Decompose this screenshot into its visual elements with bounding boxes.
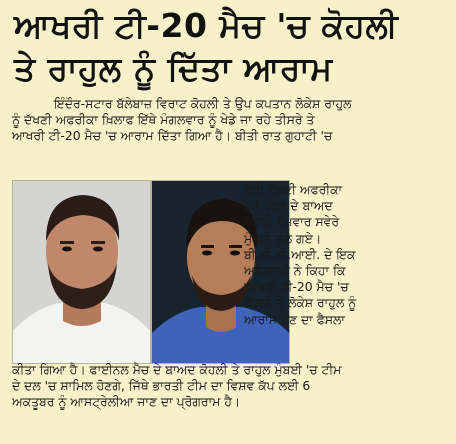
text-line: ਕੀਤਾ ਗਿਆ ਹੈ। ਫਾਈਨਲ ਮੈਚ ਦੇ ਬਾਅਦ ਕੋਹਲੀ ਤੇ ਰਾਹੁਲ ਮੁੰਬਈ 'ਚ ਟੀਮ: [12, 362, 342, 377]
text-line: ਕੋਹਲੀ ਤੇ ਲੋਕੇਸ਼ ਰਾਹੁਲ ਨੂੰ: [244, 295, 357, 311]
text-line: ਅਕਤੂਬਰ ਨੂੰ ਆਸਟ੍ਰੇਲੀਆ ਜਾਣ ਦਾ ਪ੍ਰੋਗਰਾਮ ਹੈ।: [12, 394, 241, 410]
paragraph-side: [244, 182, 356, 328]
text-line: ਬੀ.ਸੀ.ਸੀ.ਆਈ. ਦੇ ਇਕ: [244, 246, 356, 262]
portrait-illustration: [13, 181, 150, 363]
text-line: ਆਰਾਮ ਦੇਣ ਦਾ ਫੈਸਲਾ: [244, 311, 345, 327]
text-line: ਹੱਥੋਂ ਹੋਰਨ ਦੇ ਬਾਅਦ: [244, 198, 333, 214]
photo-virat-kohli: [12, 180, 151, 364]
text-line: ਆਖਰੀ ਟੀ-20 ਮੈਚ 'ਚ ਆਰਾਮ ਦਿੱਤਾ ਗਿਆ ਹੈ। ਬੀਤੀ ਰਾਤ ਗੁਹਾਟੀ 'ਚ: [12, 128, 333, 144]
text-line: ਮੁੰਬਈ ਚਲੇ ਗਏ।: [244, 230, 322, 246]
paragraph-closing: [12, 362, 341, 411]
text-line: ਇੰਦੌਰ-ਸਟਾਰ ਬੱਲੇਬਾਜ਼ ਵਿਰਾਟ ਕੋਹਲੀ ਤੇ ਉਪ ਕਪਤਾਨ ਲੋਕੇਸ਼ ਰਾਹੁਲ: [54, 96, 352, 111]
text-line: ਆਖਰੀ ਟੀ-20 ਮੈਚ 'ਚ: [244, 279, 349, 295]
headline-line-2: ਤੇ ਰਾਹੁਲ ਨੂੰ ਦਿੱਤਾ ਆਰਾਮ: [14, 49, 333, 88]
text-line: ਨੂੰ ਦੱਖਣੀ ਅਫਰੀਕਾ ਖ਼ਿਲਾਫ ਇੱਥੇ ਮੰਗਲਵਾਰ ਨੂੰ ਖੇਡੇ ਜਾ ਰਹੇ ਤੀਸਰੇ ਤੇ: [12, 112, 315, 128]
headline: [14, 4, 444, 90]
headline-line-1: ਆਖਰੀ ਟੀ-20 ਮੈਚ 'ਚ ਕੋਹਲੀ: [14, 6, 399, 45]
text-line: ਲੜੀ ਦੱਖਣੀ ਅਫਰੀਕਾ: [244, 182, 343, 197]
paragraph-intro: [12, 96, 351, 145]
text-line: ਕੋਹਲੀ ਸੋਮਵਾਰ ਸਵੇਰੇ: [244, 214, 340, 230]
text-line: ਅਧਿਕਾਰੀ ਨੇ ਕਿਹਾ ਕਿ: [244, 263, 346, 279]
text-line: ਦੇ ਦਲ 'ਚ ਸ਼ਾਮਿਲ ਹੋਣਗੇ, ਜਿੱਥੇ ਭਾਰਤੀ ਟੀਮ ਦਾ ਵਿਸ਼ਵ ਕੱਪ ਲਈ 6: [12, 378, 311, 394]
